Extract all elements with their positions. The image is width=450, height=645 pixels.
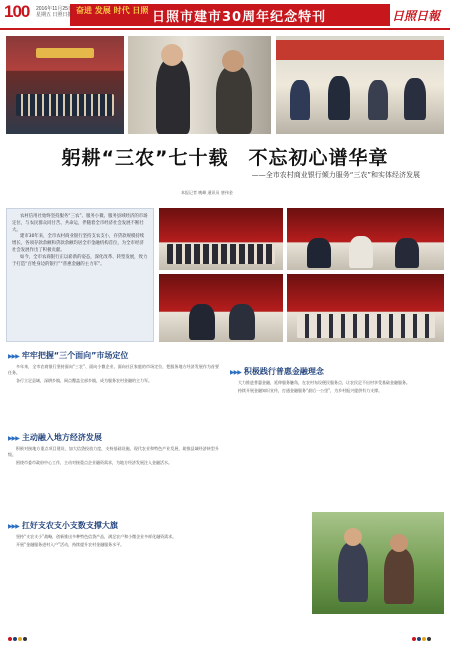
person-head (390, 534, 408, 552)
footer-color-marks (8, 626, 28, 645)
person-figure (156, 58, 190, 134)
section-title: 牢牢把握“三个面向”市场定位 (21, 351, 129, 360)
crowd-figure (16, 94, 114, 116)
page-number: 100 (4, 2, 30, 21)
body-paragraph: 持续开展金融知识宣传，打通金融服务“最后一公里”，为乡村振兴提供有力支撑。 (238, 388, 383, 394)
stage-sign (36, 48, 94, 58)
photo-event-2 (287, 208, 444, 270)
banner-title: 日照市建市30周年纪念特刊 (152, 10, 327, 25)
body-paragraph: 开展“金融服务进村入户”活动，持续提升农村金融服务水平。 (16, 542, 125, 548)
body-paragraph: 积极对接地方重点项目建设，加大信贷投放力度，支持基础设施、现代农业和特色产业发展，助推县域经济转型升级。 (8, 446, 219, 458)
triangle-arrow-icon: ▶▶▶ (8, 523, 19, 530)
person-head (161, 44, 183, 66)
intro-paragraph: 农村信用社始终坚持服务“三农”、服务小微、服务县域经济的市场定位，与农民群众同甘苦、共命运，伴随着全市经济社会发展不断壮大。 (12, 214, 148, 233)
person-figure (229, 304, 255, 340)
section-title: 扛好支农支小支数支撑大旗 (21, 521, 118, 530)
people-row (297, 314, 435, 338)
person-head (344, 528, 362, 546)
section-header-4 (230, 366, 324, 377)
person-figure (368, 80, 388, 120)
body-paragraph: 各行立足县域，深耕乡镇，网点覆盖全部乡镇，成为服务农村金融的主力军。 (16, 378, 152, 384)
color-dot (18, 637, 22, 641)
person-figure (395, 238, 419, 268)
color-dot (427, 637, 431, 641)
photo-event-3 (159, 274, 283, 342)
body-column-2 (8, 446, 219, 510)
person-figure (307, 238, 331, 268)
color-dot (422, 637, 426, 641)
body-column-3 (8, 534, 306, 614)
section-header-3 (8, 520, 118, 531)
photo-event-1 (159, 208, 283, 270)
body-paragraph: 多年来，全市农商银行坚持面向“三农”、面向小微企业、面向社区家庭的市场定位，把服务地方经济发展作为首要任务。 (8, 364, 219, 376)
triangle-arrow-icon: ▶▶▶ (8, 353, 19, 360)
intro-paragraph: 建市30年来，全市农村商业银行坚持支农支小，存贷款规模持续增长，各项存款余额和贷款余额均居全市金融机构首位，为全市经济社会发展作出了积极贡献。 (12, 234, 145, 253)
photo-event-4 (287, 274, 444, 342)
body-column-4 (230, 380, 443, 508)
subtitle: ——全市农村商业银行倾力服务“三农”和实体经济发展 (251, 171, 420, 179)
color-dot (417, 637, 421, 641)
person-figure (290, 80, 310, 120)
triangle-arrow-icon: ▶▶▶ (230, 369, 241, 376)
person-figure (404, 78, 426, 120)
headline: 躬耕“三农”七十载 不忘初心谱华章 (61, 147, 389, 169)
color-dot (8, 637, 12, 641)
intro-box (6, 208, 154, 342)
banner-slogan: 奋进 发展 时代 日照 (76, 6, 149, 15)
section-title: 主动融入地方经济发展 (21, 433, 102, 442)
page-banner (0, 0, 450, 30)
section-header-1 (8, 350, 128, 361)
section-header-2 (8, 432, 102, 443)
footer-color-marks (412, 626, 432, 645)
body-paragraph: 围绕市委市政府中心工作，主动对接重点企业融资需求，为地方经济发展注入金融活水。 (16, 460, 172, 466)
photo-handshake (128, 36, 271, 134)
person-figure (349, 236, 373, 268)
people-row (167, 244, 275, 264)
person-head (222, 50, 244, 72)
person-figure (189, 304, 215, 340)
section-title: 积极践行普惠金融理念 (243, 367, 324, 376)
body-column-1 (8, 364, 219, 426)
color-dot (412, 637, 416, 641)
body-paragraph: 大力推进普惠金融，延伸服务触角，在农村布设便民服务点，让农民足不出村享受基础金融服务。 (238, 380, 410, 385)
photo-meeting (276, 36, 444, 134)
triangle-arrow-icon: ▶▶▶ (8, 435, 19, 442)
color-dot (23, 637, 27, 641)
issue-meta: 2016年11月25日 星期五 日照日报 (36, 6, 73, 18)
body-paragraph: 坚持“支农支小”战略，创新推出多种特色信贷产品，满足农户和小微企业多样化融资需求。 (16, 534, 177, 539)
photo-field (312, 512, 444, 614)
person-figure (338, 542, 368, 602)
person-figure (384, 548, 414, 604)
person-figure (216, 66, 252, 134)
byline: 本报记者 晚峰 通讯员 唐伟金 (181, 190, 233, 195)
photo-ceremony (6, 36, 124, 134)
color-dot (13, 637, 17, 641)
newspaper-logo: 日照日報 (392, 9, 441, 23)
intro-paragraph: 如今，全市农商银行正以崭新的姿态，深化改革、转型发展，致力于打造“百姓身边的银行”“普惠金融的主力军”。 (12, 254, 148, 267)
meeting-banner (276, 40, 444, 60)
person-figure (328, 76, 350, 120)
